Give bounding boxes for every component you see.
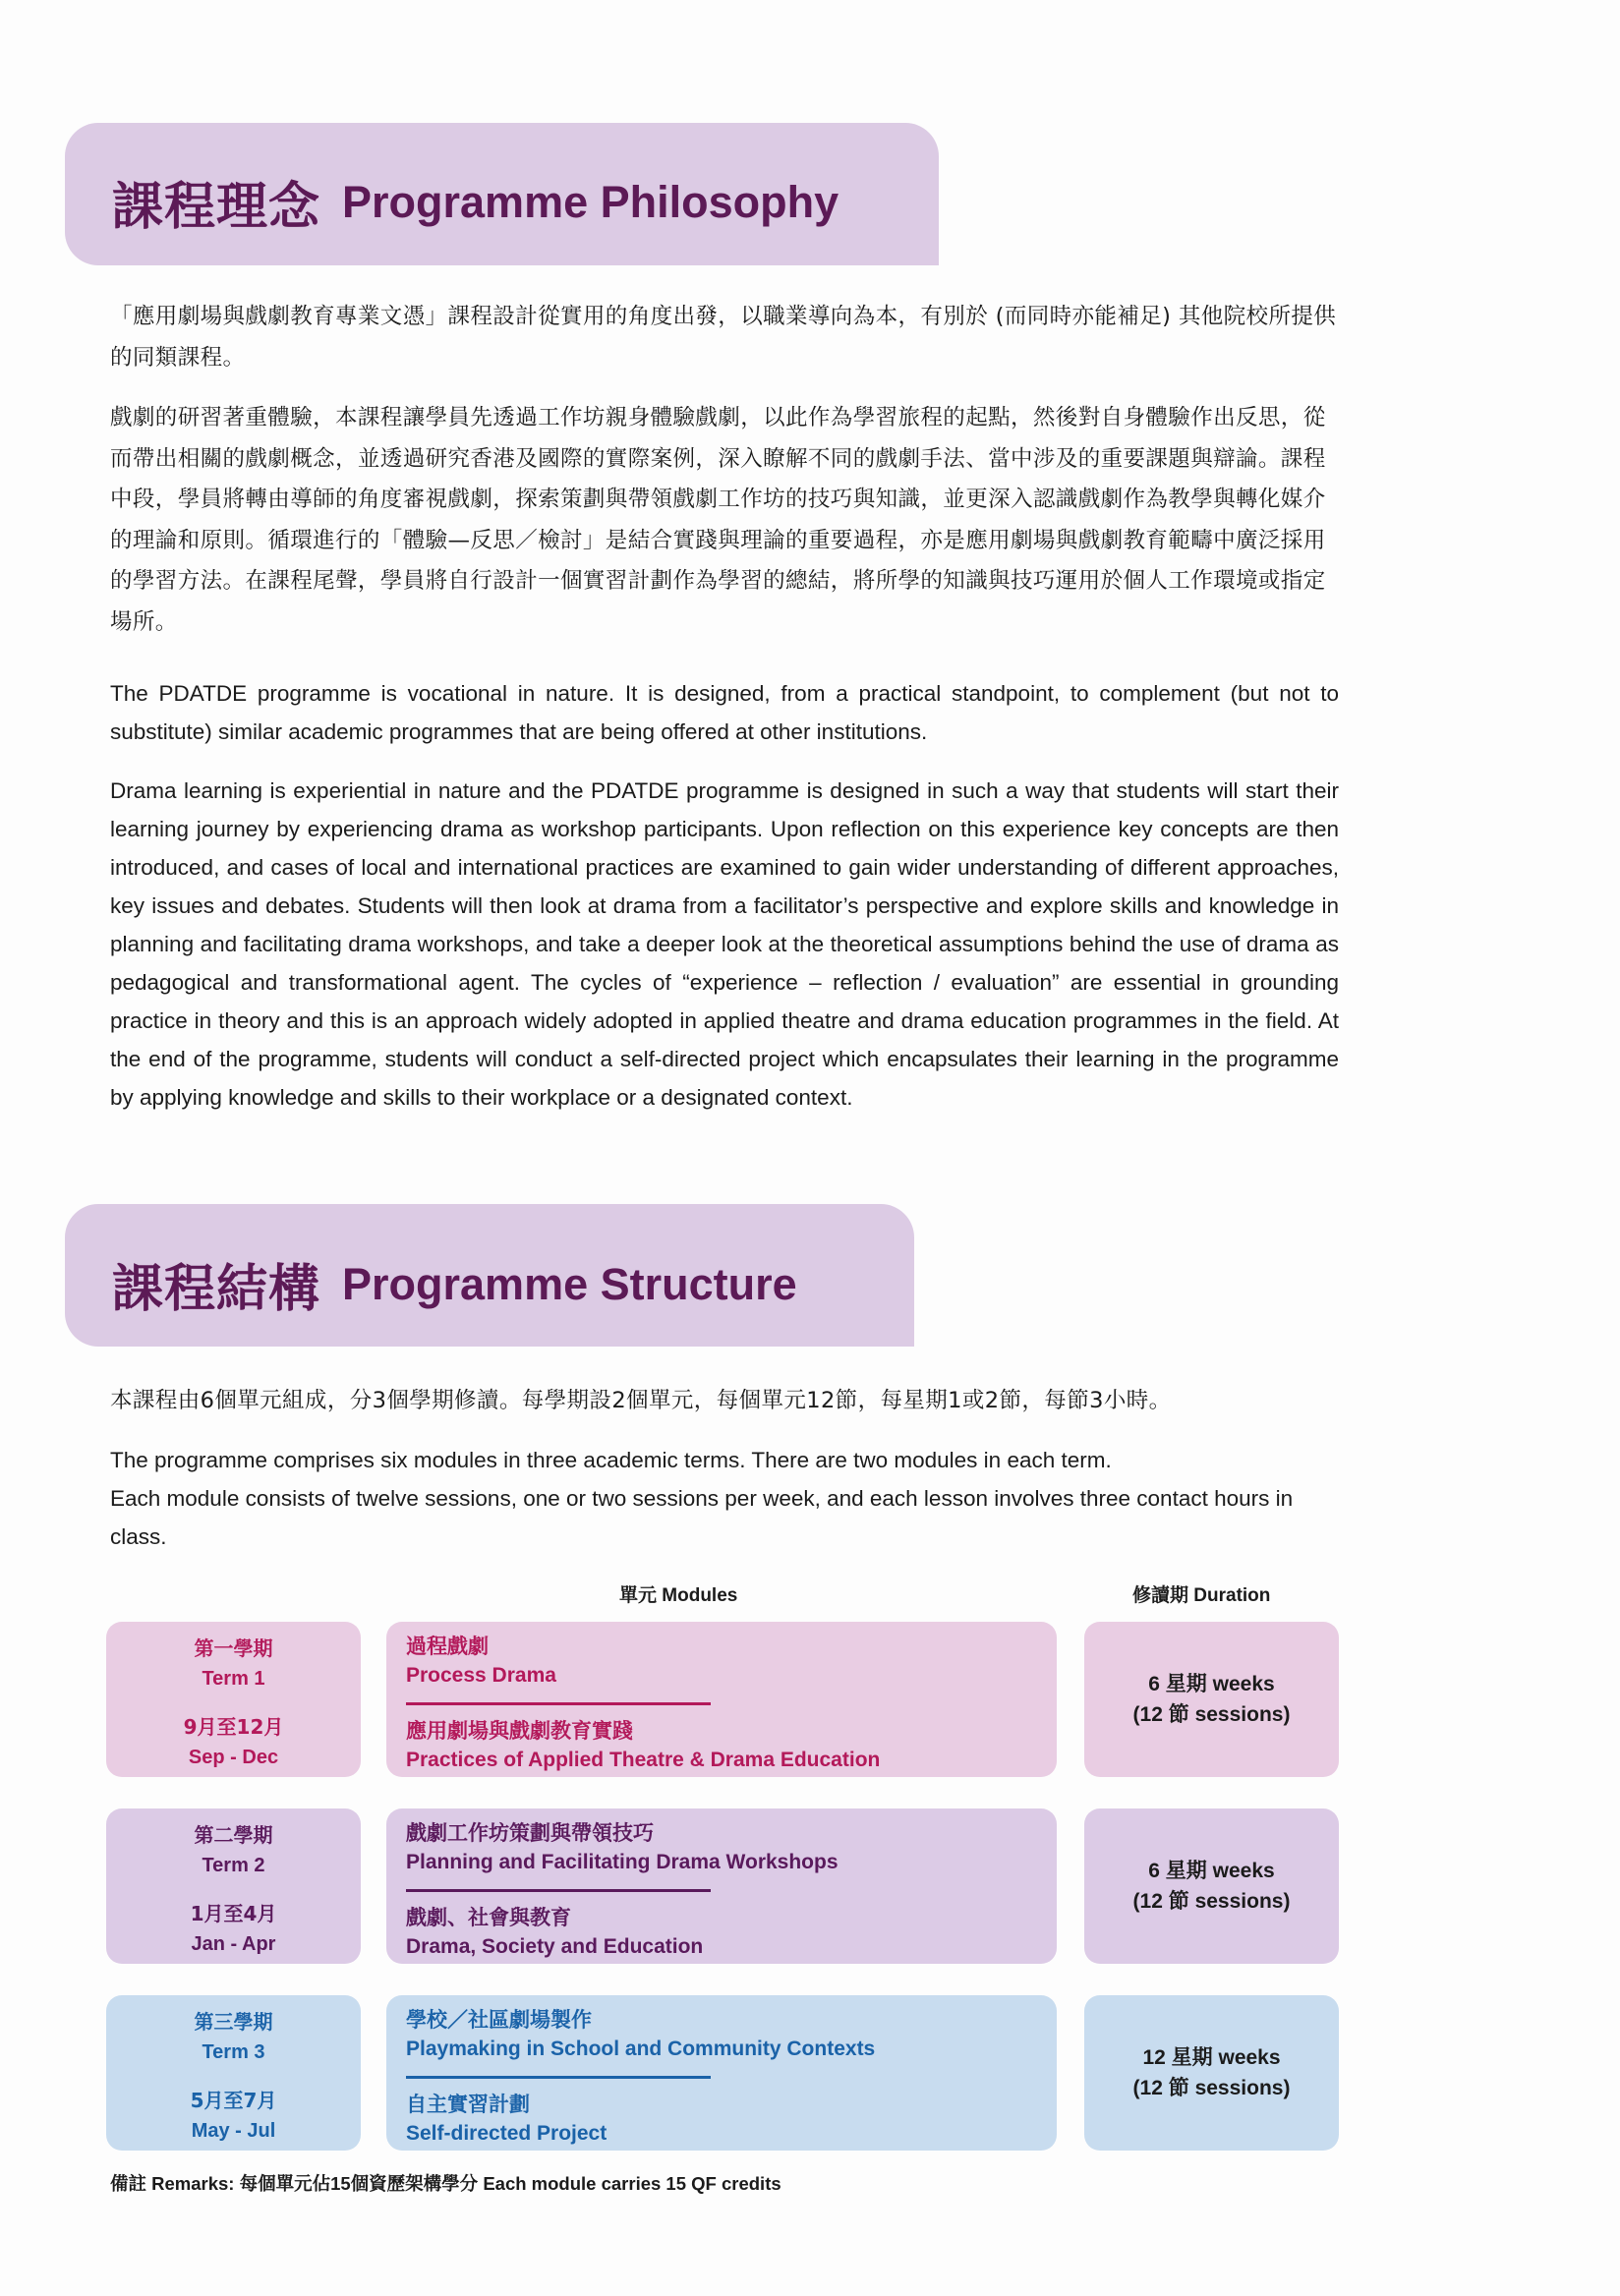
module-name-zh: 過程戲劇 xyxy=(406,1635,489,1658)
duration-weeks: 6 星期 weeks xyxy=(1148,1860,1275,1882)
module-name-zh: 應用劇場與戲劇教育實踐 xyxy=(406,1719,633,1743)
term-name-en: Term 2 xyxy=(202,1855,265,1876)
term-name-en: Term 1 xyxy=(202,1668,265,1690)
module-name-zh: 戲劇工作坊策劃與帶領技巧 xyxy=(406,1821,654,1845)
term-name-zh: 第一學期 xyxy=(194,1636,273,1660)
structure-title-zh: 課程結構 xyxy=(112,1260,321,1319)
term-months-en: May - Jul xyxy=(191,2120,276,2142)
module-name-en: Playmaking in School and Community Contexts xyxy=(406,2038,876,2060)
module-divider xyxy=(406,1889,711,1892)
modules-cell xyxy=(386,1808,1057,1964)
duration-sessions: (12 節 sessions) xyxy=(1132,2077,1291,2099)
modules-cell xyxy=(386,1995,1057,2151)
duration-weeks: 6 星期 weeks xyxy=(1148,1673,1275,1695)
module-name-en: Practices of Applied Theatre & Drama Education xyxy=(406,1749,881,1771)
duration-cell xyxy=(1084,1622,1339,1777)
structure-zh-intro: 本課程由6個單元組成，分3個學期修讀。每學期設2個單元，每個單元12節，每星期1或2節，每節3小時。 xyxy=(110,1388,1172,1413)
philosophy-heading-banner xyxy=(65,123,939,265)
term-months-zh: 1月至4月 xyxy=(190,1902,277,1925)
term-months-zh: 9月至12月 xyxy=(183,1715,284,1739)
term-months-en: Sep - Dec xyxy=(188,1747,279,1768)
term-name-zh: 第三學期 xyxy=(194,2010,273,2034)
modules-column-header: 單元 Modules xyxy=(619,1585,738,1606)
module-name-en: Drama, Society and Education xyxy=(406,1935,704,1958)
philosophy-title-zh: 課程理念 xyxy=(112,178,321,237)
philosophy-zh-paragraph-1: 「應用劇場與戲劇教育專業文憑」課程設計從實用的角度出發，以職業導向為本，有別於 (而同時亦能補足) 其他院校所提供的同類課程。 xyxy=(110,304,1337,371)
duration-cell xyxy=(1084,1995,1339,2151)
module-name-en: Planning and Facilitating Drama Workshops xyxy=(406,1851,839,1873)
philosophy-title-en: Programme Philosophy xyxy=(342,176,839,227)
term-name-en: Term 3 xyxy=(202,2041,265,2063)
module-divider xyxy=(406,2076,711,2079)
structure-heading-banner xyxy=(65,1204,914,1347)
duration-sessions: (12 節 sessions) xyxy=(1132,1703,1291,1726)
structure-en-intro xyxy=(110,1441,1339,1556)
philosophy-zh-paragraph-2: 戲劇的研習著重體驗，本課程讓學員先透過工作坊親身體驗戲劇，以此作為學習旅程的起點，然後對自身體驗作出反思，從而帶出相關的戲劇概念，並透過研究香港及國際的實際案例，深入瞭解不同的戲劇手法、當中涉及的重要課題與辯論。課程中段，學員將轉由導師的角度審視戲劇，探索策劃與帶領戲劇工作坊的技巧與知識，並更深入認識戲劇作為教學與轉化媒介的理論和原則。循環進行的「體驗—反思／檢討」是結合實踐與理論的重要過程，亦是應用劇場與戲劇教育範疇中廣泛採用的學習方法。在課程尾聲，學員將自行設計一個實習計劃作為學習的總結，將所學的知識與技巧運用於個人工作環境或指定場所。 xyxy=(110,405,1326,635)
term-cell xyxy=(106,1808,361,1964)
duration-column-header: 修讀期 Duration xyxy=(1132,1585,1271,1606)
philosophy-heading xyxy=(112,139,839,265)
term-name-zh: 第二學期 xyxy=(194,1823,273,1847)
module-name-en: Process Drama xyxy=(406,1664,556,1687)
philosophy-en-paragraph-2: Drama learning is experiential in nature and the PDATDE programme is designed in such a way that students will start their learning journey by experiencing drama as workshop participants. Upon reflection on this experience key concepts are then introduced, and cases of local and international practices are examined to gain wider understanding of different approaches, key issues and debates. Students will then look at drama from a facilitator’s perspective and explore skills and knowledge in planning and facilitating drama workshops, and take a deeper look at the theoretical assumptions behind the use of drama as pedagogical and transformational agent. The cycles of “experience – reflection / evaluation” are essential in grounding practice in theory and this is an approach widely adopted in applied theatre and drama education programmes in the field. At the end of the programme, students will conduct a self-directed project which encapsulates their learning in the programme by applying knowledge and skills to their workplace or a designated context. xyxy=(110,778,1339,1110)
module-divider xyxy=(406,1702,711,1705)
term-months-zh: 5月至7月 xyxy=(190,2089,277,2112)
module-name-en: Self-directed Project xyxy=(406,2122,608,2145)
remarks-note: 備註 Remarks: 每個單元佔15個資歷架構學分 Each module carries 15 QF credits xyxy=(110,2173,781,2194)
duration-sessions: (12 節 sessions) xyxy=(1132,1890,1291,1913)
module-name-zh: 自主實習計劃 xyxy=(406,2093,530,2116)
module-name-zh: 學校／社區劇場製作 xyxy=(406,2008,592,2032)
philosophy-en-paragraph-1: The PDATDE programme is vocational in nature. It is designed, from a practical standpoint, to complement (but not to substitute) similar academic programmes that are being offered at other institutions. xyxy=(110,681,1339,744)
modules-cell xyxy=(386,1622,1057,1777)
duration-weeks: 12 星期 weeks xyxy=(1142,2046,1281,2069)
duration-cell xyxy=(1084,1808,1339,1964)
term-cell xyxy=(106,1622,361,1777)
structure-title-en: Programme Structure xyxy=(342,1258,797,1309)
structure-heading xyxy=(112,1222,797,1347)
term-cell xyxy=(106,1995,361,2151)
structure-en-intro-line-2: Each module consists of twelve sessions, one or two sessions per week, and each lesson involves three contact hours in class. xyxy=(110,1486,1294,1549)
term-months-en: Jan - Apr xyxy=(191,1933,276,1955)
module-name-zh: 戲劇、社會與教育 xyxy=(406,1906,571,1929)
structure-en-intro-line-1: The programme comprises six modules in three academic terms. There are two modules in each term. xyxy=(110,1448,1112,1472)
